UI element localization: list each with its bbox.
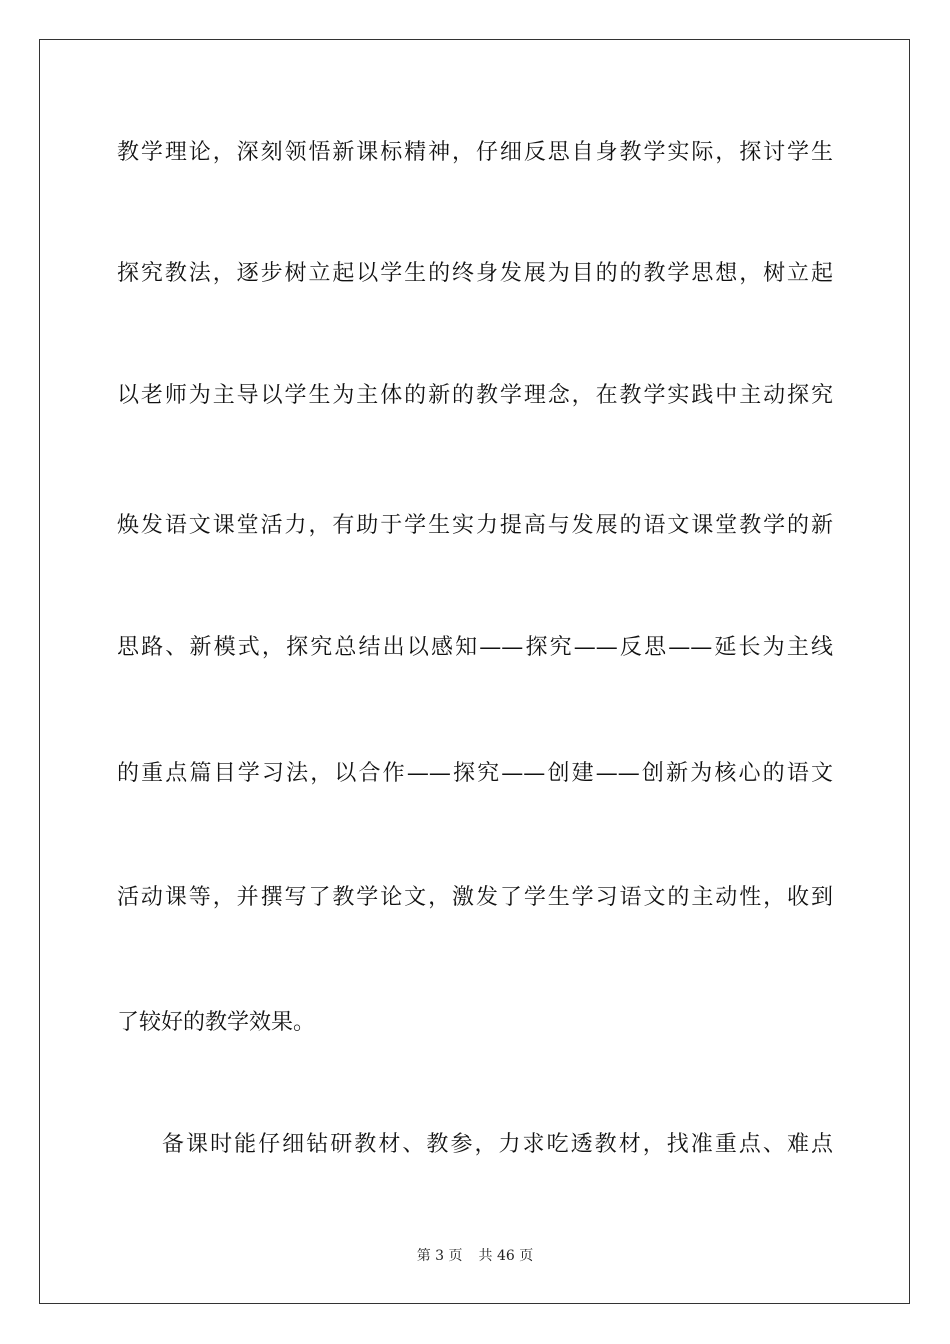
total-pages: 共 46 页 bbox=[478, 1248, 534, 1264]
page-footer bbox=[0, 1247, 950, 1265]
paragraph-line: 思路、新模式，探究总结出以感知——探究——反思——延长为主线 bbox=[117, 635, 833, 660]
paragraph-line: 的重点篇目学习法，以合作——探究——创建——创新为核心的语文 bbox=[117, 761, 833, 786]
page-border bbox=[39, 39, 910, 1304]
paragraph-line: 教学理论，深刻领悟新课标精神，仔细反思自身教学实际，探讨学生 bbox=[117, 140, 833, 165]
paragraph-line: 备课时能仔细钻研教材、教参，力求吃透教材，找准重点、难点 bbox=[162, 1132, 833, 1157]
paragraph-line: 以老师为主导以学生为主体的新的教学理念，在教学实践中主动探究 bbox=[117, 383, 833, 408]
paragraph-line: 探究教法，逐步树立起以学生的终身发展为目的的教学思想，树立起 bbox=[117, 261, 833, 286]
paragraph-line: 活动课等，并撰写了教学论文，激发了学生学习语文的主动性，收到 bbox=[117, 885, 833, 910]
paragraph-line: 了较好的教学效果。 bbox=[117, 1010, 316, 1035]
paragraph-line: 焕发语文课堂活力，有助于学生实力提高与发展的语文课堂教学的新 bbox=[117, 513, 833, 538]
page-number: 第 3 页 bbox=[416, 1248, 463, 1264]
